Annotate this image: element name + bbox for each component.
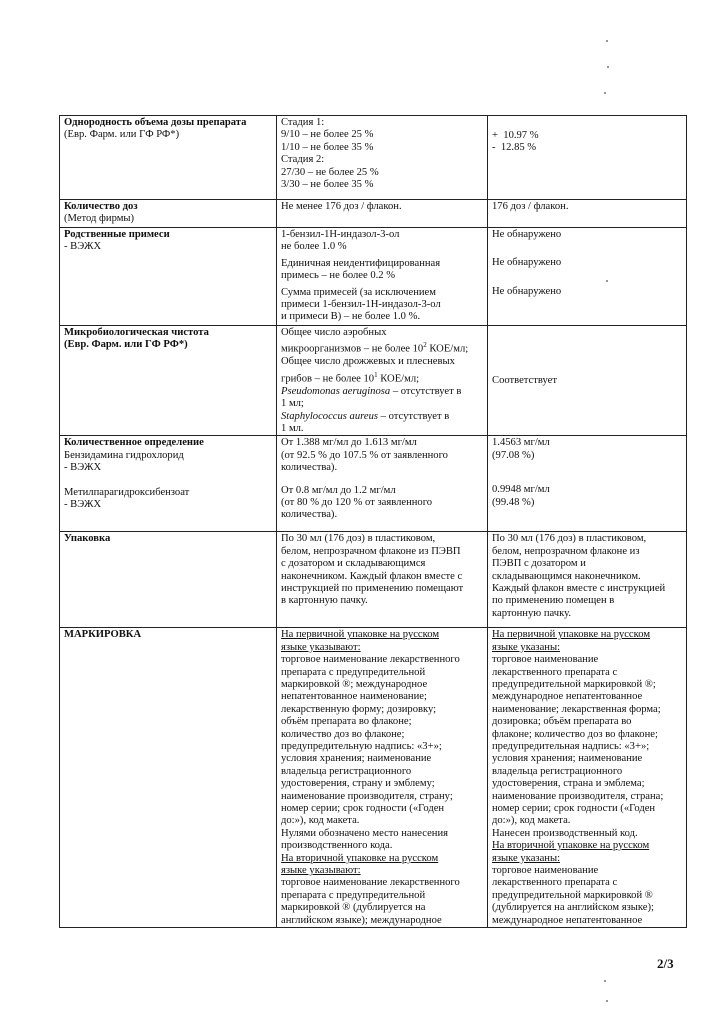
norm-line: Общее число дрожжевых и плесневых bbox=[281, 356, 455, 368]
scan-speck bbox=[606, 40, 608, 42]
norm-line: Не менее 176 доз / флакон. bbox=[281, 201, 402, 212]
result-line: Нанесен производственный код. bbox=[492, 827, 638, 839]
norm-line: лекарственную форму; дозировку; bbox=[281, 703, 437, 715]
result-line: Не обнаружено bbox=[492, 257, 562, 269]
norm-line: препарата с предупредительной bbox=[281, 889, 426, 901]
result-line: торговое наименование bbox=[492, 865, 599, 877]
result-line: Соответствует bbox=[492, 374, 558, 386]
parameter-cell bbox=[60, 116, 277, 200]
table-row bbox=[60, 200, 687, 228]
parameter-cell bbox=[60, 628, 277, 928]
norm-exponent: 2 bbox=[423, 341, 427, 350]
norm-line: 9/10 – не более 25 % bbox=[281, 129, 374, 141]
parameter-name: Родственные примеси bbox=[64, 229, 170, 240]
norm-exponent: 1 bbox=[374, 370, 378, 379]
norm-line: объём препарата во флаконе; bbox=[281, 716, 412, 728]
norm-line: с дозатором и складывающимся bbox=[281, 558, 426, 570]
section-heading: языке указаны: bbox=[492, 852, 561, 864]
parameter-name: Количество доз bbox=[64, 201, 138, 212]
result-line: флаконе; количество доз во флаконе; bbox=[492, 728, 658, 740]
result-line: По 30 мл (176 доз) в пластиковом, bbox=[492, 533, 647, 545]
result-line: удостоверения, страна и эмблема; bbox=[492, 778, 645, 790]
section-heading: языке указывают: bbox=[281, 865, 361, 877]
parameter-method: (Метод фирмы) bbox=[64, 213, 135, 225]
table-row bbox=[60, 436, 687, 532]
result-line: Не обнаружено bbox=[492, 229, 562, 240]
parameter-method: (Евр. Фарм. или ГФ РФ*) bbox=[64, 339, 188, 351]
result-line: предупредительной маркировкой ®; bbox=[492, 678, 656, 690]
table-row bbox=[60, 116, 687, 200]
norm-line bbox=[281, 339, 483, 356]
section-heading: На вторичной упаковке на русском bbox=[492, 840, 650, 852]
result-line: дозировка; объём препарата во bbox=[492, 716, 632, 728]
result-line: + 10.97 % bbox=[492, 130, 539, 141]
result-line: - 12.85 % bbox=[492, 142, 537, 154]
norm-line: белом, непрозрачном флаконе из ПЭВП bbox=[281, 545, 461, 557]
norm-line: 1-бензил-1Н-индазол-3-ол bbox=[281, 229, 400, 240]
norm-line: английском языке); международное bbox=[281, 914, 442, 926]
norm-line: количества). bbox=[281, 462, 338, 474]
parameter-name: Упаковка bbox=[64, 533, 111, 545]
parameter-method: (Евр. Фарм. или ГФ РФ*) bbox=[64, 129, 180, 141]
result-line: (99.48 %) bbox=[492, 496, 535, 508]
scan-speck bbox=[606, 280, 608, 282]
norm-text: микроорганизмов – не более 10 bbox=[281, 343, 424, 355]
result-cell bbox=[488, 116, 687, 200]
norm-line bbox=[281, 386, 483, 398]
result-line: международное непатентованное bbox=[492, 691, 643, 703]
norm-line: в картонную пачку. bbox=[281, 595, 368, 607]
section-heading: языке указаны: bbox=[492, 641, 561, 653]
result-line: картонную пачку. bbox=[492, 607, 571, 619]
parameter-name: Однородность объема дозы препарата bbox=[64, 117, 247, 128]
norm-line: до:»), код макета. bbox=[281, 815, 360, 827]
specification-table bbox=[59, 115, 687, 928]
result-line: номер серии; срок годности («Годен bbox=[492, 803, 656, 814]
norm-cell bbox=[277, 436, 488, 532]
norm-line: (от 80 % до 120 % от заявленного bbox=[281, 496, 433, 508]
result-line: до:»), код макета. bbox=[492, 815, 571, 827]
section-heading: языке указывают: bbox=[281, 641, 361, 653]
norm-line: От 0.8 мг/мл до 1.2 мг/мл bbox=[281, 484, 396, 496]
parameter-method: - ВЭЖХ bbox=[64, 241, 102, 253]
table-row bbox=[60, 326, 687, 436]
norm-line: количества). bbox=[281, 509, 338, 521]
norm-line: наименование производителя, страну; bbox=[281, 790, 453, 802]
parameter-method: - ВЭЖХ bbox=[64, 462, 102, 474]
norm-line: условия хранения; наименование bbox=[281, 753, 432, 765]
norm-line: удостоверения, страну и эмблему; bbox=[281, 778, 435, 790]
norm-line: предупредительную надпись: «3+»; bbox=[281, 740, 442, 752]
norm-line: Сумма примесей (за исключением bbox=[281, 286, 436, 298]
norm-line: непатентованное наименование; bbox=[281, 691, 427, 703]
scan-speck bbox=[606, 1000, 608, 1002]
result-line: лекарственного препарата с bbox=[492, 877, 618, 889]
scan-speck bbox=[604, 980, 606, 982]
norm-line: Общее число аэробных bbox=[281, 327, 387, 338]
result-line: ПЭВП с дозатором и bbox=[492, 558, 586, 570]
section-heading: На первичной упаковке на русском bbox=[492, 629, 651, 641]
result-line: предупредительная надпись: «3+»; bbox=[492, 740, 650, 752]
result-line: торговое наименование bbox=[492, 654, 599, 666]
norm-cell bbox=[277, 326, 488, 436]
norm-line: Нулями обозначено место нанесения bbox=[281, 827, 448, 839]
norm-line: 1 мл. bbox=[281, 422, 304, 434]
scan-speck bbox=[607, 66, 609, 68]
result-line: международное непатентованное bbox=[492, 914, 643, 926]
parameter-substance: Метилпарагидроксибензоат bbox=[64, 486, 190, 498]
norm-line: торговое наименование лекарственного bbox=[281, 654, 460, 666]
norm-line: 1 мл; bbox=[281, 398, 304, 410]
table-row bbox=[60, 628, 687, 928]
result-line: лекарственного препарата с bbox=[492, 666, 618, 678]
table-row bbox=[60, 532, 687, 628]
norm-line: От 1.388 мг/мл до 1.613 мг/мл bbox=[281, 437, 417, 449]
result-line: 1.4563 мг/мл bbox=[492, 437, 550, 449]
norm-line: наконечником. Каждый флакон вместе с bbox=[281, 570, 463, 582]
organism-name: Staphylococcus aureus bbox=[281, 410, 378, 422]
norm-line: Единичная неидентифицированная bbox=[281, 257, 441, 269]
norm-line: производственного кода. bbox=[281, 840, 393, 852]
norm-line: номер серии; срок годности («Годен bbox=[281, 803, 445, 814]
result-line: Не обнаружено bbox=[492, 285, 562, 297]
norm-line: 3/30 – не более 35 % bbox=[281, 179, 374, 191]
result-line: 176 доз / флакон. bbox=[492, 201, 569, 212]
parameter-name: Микробиологическая чистота bbox=[64, 327, 209, 338]
norm-cell bbox=[277, 532, 488, 628]
result-line: складывающимся наконечником. bbox=[492, 570, 641, 582]
norm-line bbox=[281, 369, 483, 386]
norm-line: (от 92.5 % до 107.5 % от заявленного bbox=[281, 449, 448, 461]
norm-line: 1/10 – не более 35 % bbox=[281, 141, 374, 153]
organism-name: Pseudomonas aeruginosa bbox=[281, 385, 391, 397]
parameter-name: Количественное определение bbox=[64, 437, 204, 449]
result-line: по применению помещен в bbox=[492, 595, 615, 607]
norm-text: – отсутствует в bbox=[390, 385, 462, 397]
parameter-name: МАРКИРОВКА bbox=[64, 629, 142, 641]
norm-line: торговое наименование лекарственного bbox=[281, 877, 460, 889]
norm-line: По 30 мл (176 доз) в пластиковом, bbox=[281, 533, 436, 545]
page-number: 2/3 bbox=[657, 956, 674, 971]
result-line: (97.08 %) bbox=[492, 449, 535, 461]
result-line: (дублируется на английском языке); bbox=[492, 902, 654, 914]
parameter-cell bbox=[60, 532, 277, 628]
norm-cell bbox=[277, 116, 488, 200]
section-heading: На первичной упаковке на русском bbox=[281, 629, 440, 641]
norm-cell bbox=[277, 228, 488, 326]
result-cell bbox=[488, 628, 687, 928]
norm-line: Стадия 1: bbox=[281, 117, 325, 128]
norm-text: грибов – не более 10 bbox=[281, 373, 375, 385]
table-row bbox=[60, 228, 687, 326]
result-line: владельца регистрационного bbox=[492, 765, 623, 777]
norm-line: маркировкой ® (дублируется на bbox=[281, 902, 426, 914]
parameter-substance: Бензидамина гидрохлорид bbox=[64, 449, 184, 461]
result-cell bbox=[488, 326, 687, 436]
norm-text: КОЕ/мл; bbox=[426, 343, 469, 355]
norm-cell bbox=[277, 200, 488, 228]
norm-line: примеси 1-бензил-1Н-индазол-3-ол bbox=[281, 299, 441, 311]
result-line: белом, непрозрачном флаконе из bbox=[492, 545, 640, 557]
result-cell bbox=[488, 200, 687, 228]
norm-text: КОЕ/мл; bbox=[377, 373, 420, 385]
parameter-cell bbox=[60, 200, 277, 228]
norm-line: Стадия 2: bbox=[281, 154, 325, 166]
norm-line: не более 1.0 % bbox=[281, 241, 347, 253]
norm-line: маркировкой ®; международное bbox=[281, 678, 428, 690]
result-line: предупредительной маркировкой ® bbox=[492, 889, 653, 901]
result-cell bbox=[488, 532, 687, 628]
norm-line: и примеси В) – не более 1.0 %. bbox=[281, 311, 421, 323]
result-line: Каждый флакон вместе с инструкцией bbox=[492, 582, 666, 594]
parameter-cell bbox=[60, 436, 277, 532]
norm-line: примесь – не более 0.2 % bbox=[281, 270, 396, 282]
parameter-cell bbox=[60, 326, 277, 436]
parameter-cell bbox=[60, 228, 277, 326]
norm-line: препарата с предупредительной bbox=[281, 666, 426, 678]
result-line: 0.9948 мг/мл bbox=[492, 484, 550, 496]
result-line: наименование производителя, страна; bbox=[492, 790, 664, 802]
norm-line bbox=[281, 411, 483, 423]
result-cell bbox=[488, 228, 687, 326]
norm-cell bbox=[277, 628, 488, 928]
norm-line: владельца регистрационного bbox=[281, 765, 412, 777]
norm-line: 27/30 – не более 25 % bbox=[281, 166, 379, 178]
result-line: условия хранения; наименование bbox=[492, 753, 643, 765]
result-cell bbox=[488, 436, 687, 532]
norm-line: инструкцией по применению помещают bbox=[281, 582, 464, 594]
result-line: наименование; лекарственная форма; bbox=[492, 703, 661, 715]
norm-line: количество доз во флаконе; bbox=[281, 728, 405, 740]
parameter-method: - ВЭЖХ bbox=[64, 498, 102, 510]
norm-text: – отсутствует в bbox=[378, 410, 450, 422]
section-heading: На вторичной упаковке на русском bbox=[281, 852, 439, 864]
scan-speck bbox=[604, 92, 606, 94]
